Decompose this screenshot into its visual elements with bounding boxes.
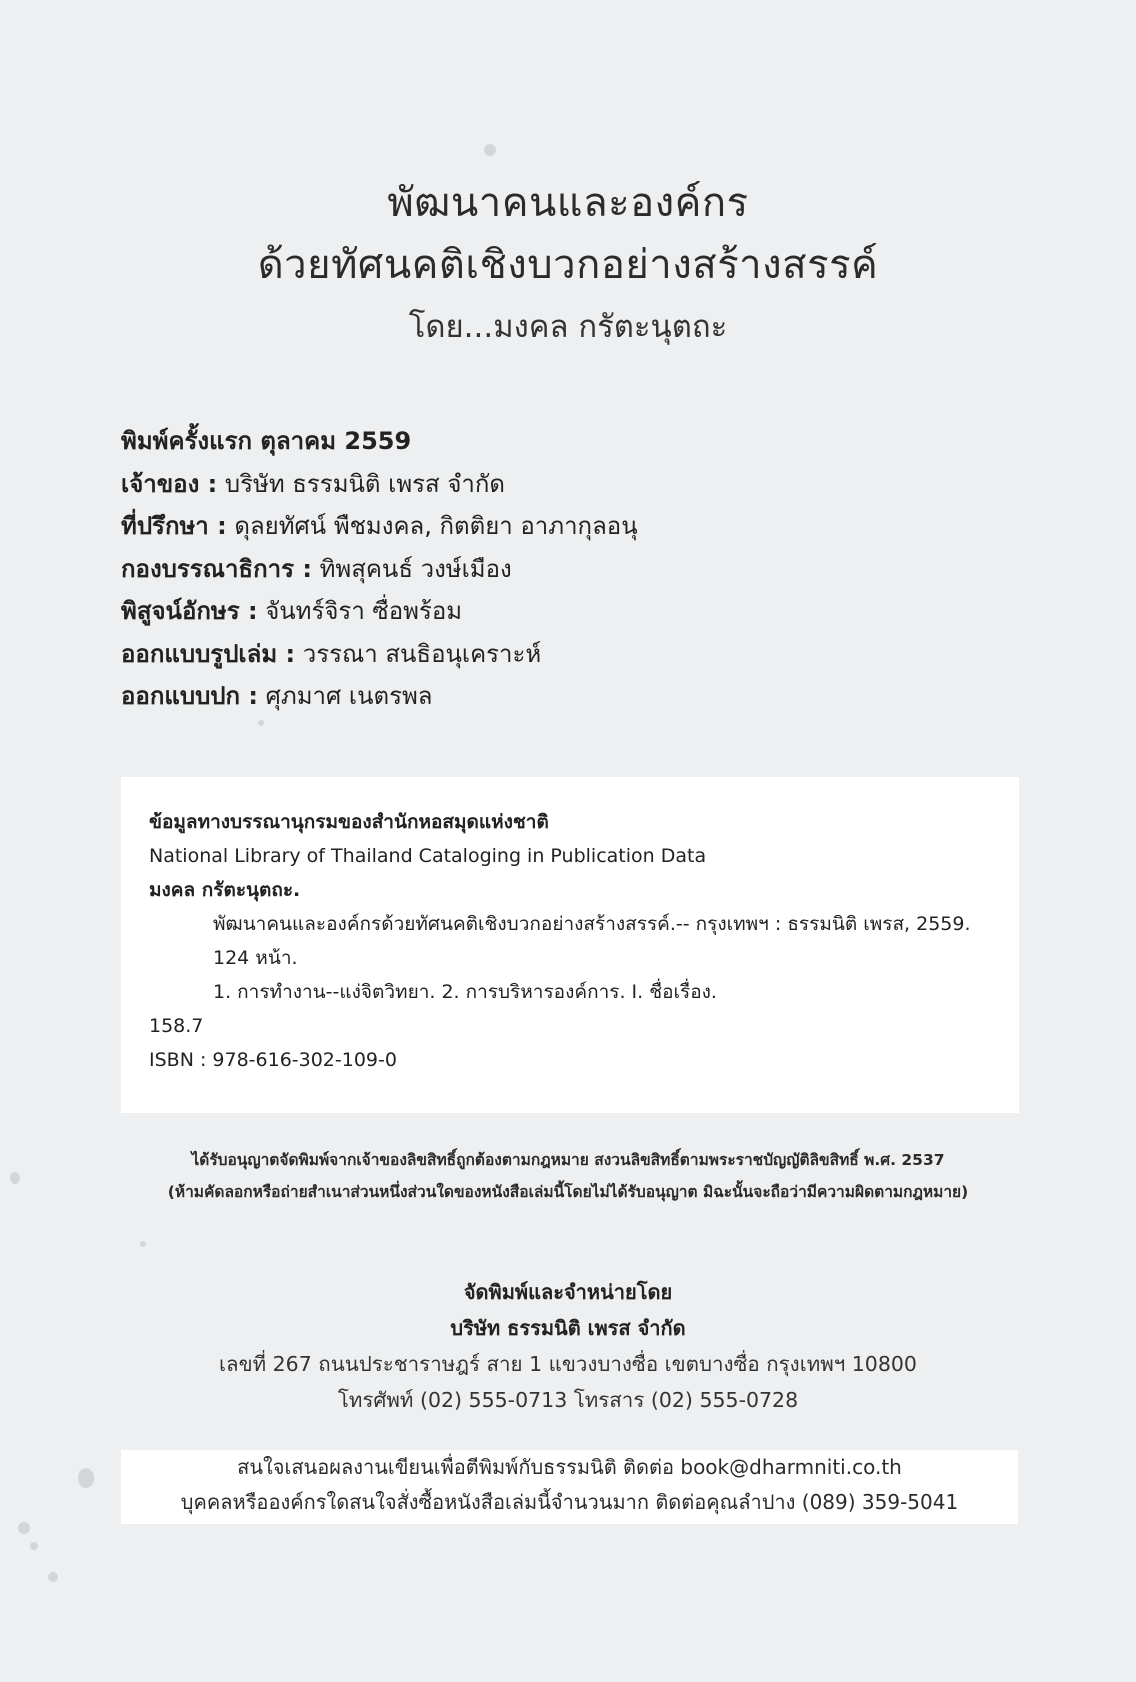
book-title-line-2: ด้วยทัศนคติเชิงบวกอย่างสร้างสรรค์ <box>257 242 879 288</box>
cip-data-box <box>121 777 1019 1113</box>
credit-label: ออกแบบปก : <box>121 682 259 710</box>
paper-speck <box>258 720 264 726</box>
publisher-name: บริษัท ธรรมนิติ เพรส จำกัด <box>450 1316 686 1340</box>
copyright-line-2: (ห้ามคัดลอกหรือถ่ายสำเนาส่วนหนึ่งส่วนใดของหนังสือเล่มนี้โดยไม่ได้รับอนุญาต มิฉะนั้นจะถือว่ามีความผิดตามกฎหมาย) <box>167 1183 969 1201</box>
credit-label: กองบรรณาธิการ : <box>121 554 312 583</box>
cip-author: มงคล กรัตะนุตถะ. <box>149 879 301 901</box>
cip-classification: 158.7 <box>149 1015 204 1037</box>
credit-value: ศุภมาศ เนตรพล <box>265 682 433 710</box>
credit-row-owner <box>121 463 1021 506</box>
credit-row-advisor <box>121 505 1021 548</box>
cip-content <box>149 805 999 1077</box>
paper-speck <box>18 1522 30 1534</box>
credit-row-editorial <box>121 548 1021 591</box>
paper-speck <box>140 1241 146 1247</box>
cip-subjects: 1. การทำงาน--แง่จิตวิทยา. 2. การบริหารองค์การ. I. ชื่อเรื่อง. <box>213 981 717 1003</box>
title-block <box>0 172 1136 352</box>
paper-speck <box>484 144 496 156</box>
credit-value: ดุลยทัศน์ พืชมงคล, กิตติยา อาภากุลอนุ <box>234 512 638 540</box>
credit-label: ออกแบบรูปเล่ม : <box>121 639 296 668</box>
credit-value: จันทร์จิรา ซื่อพร้อม <box>265 597 463 625</box>
publisher-info <box>0 1274 1136 1418</box>
contact-box <box>121 1450 1018 1524</box>
cip-title-entry: พัฒนาคนและองค์กรด้วยทัศนคติเชิงบวกอย่างสร้างสรรค์.-- กรุงเทพฯ : ธรรมนิติ เพรส, 2559. <box>213 913 971 935</box>
credit-row-layout-design <box>121 633 1021 676</box>
paper-speck <box>30 1542 38 1550</box>
credit-value: บริษัท ธรรมนิติ เพรส จำกัด <box>224 469 505 498</box>
cip-heading-english: National Library of Thailand Cataloging in Publication Data <box>149 845 707 867</box>
book-author: โดย...มงคล กรัตะนุตถะ <box>408 309 728 345</box>
contact-submission-line: สนใจเสนอผลงานเขียนเพื่อตีพิมพ์กับธรรมนิติ ติดต่อ book@dharmniti.co.th <box>237 1455 902 1479</box>
credit-row-proofreader <box>121 590 1021 633</box>
credit-label: เจ้าของ : <box>121 469 218 498</box>
copyright-line-1: ได้รับอนุญาตจัดพิมพ์จากเจ้าของลิขสิทธิ์ถูกต้องตามกฎหมาย สงวนลิขสิทธิ์ตามพระราชบัญญัติลิขสิทธิ์ พ.ศ. 2537 <box>191 1151 945 1169</box>
publisher-address: เลขที่ 267 ถนนประชาราษฎร์ สาย 1 แขวงบางซื่อ เขตบางซื่อ กรุงเทพฯ 10800 <box>219 1352 917 1376</box>
book-title-line-1: พัฒนาคนและองค์กร <box>387 180 749 226</box>
first-print-edition: พิมพ์ครั้งแรก ตุลาคม 2559 <box>121 427 412 455</box>
contact-bulk-order-line: บุคคลหรือองค์กรใดสนใจสั่งซื้อหนังสือเล่มนี้จำนวนมาก ติดต่อคุณลำปาง (089) 359-5041 <box>180 1490 959 1514</box>
credit-label: ที่ปรึกษา : <box>121 512 227 540</box>
publisher-heading: จัดพิมพ์และจำหน่ายโดย <box>463 1280 673 1304</box>
publisher-phone: โทรศัพท์ (02) 555-0713 โทรสาร (02) 555-0728 <box>337 1388 799 1412</box>
credit-value: ทิพสุคนธ์ วงษ์เมือง <box>319 554 512 583</box>
cip-heading-thai: ข้อมูลทางบรรณานุกรมของสำนักหอสมุดแห่งชาติ <box>149 811 549 833</box>
cip-pages: 124 หน้า. <box>213 947 298 969</box>
credit-label: พิสูจน์อักษร : <box>121 597 258 625</box>
paper-speck <box>78 1468 94 1488</box>
credit-row-cover-design <box>121 675 1021 718</box>
copyright-notice <box>0 1144 1136 1208</box>
cip-isbn: ISBN : 978-616-302-109-0 <box>149 1049 397 1071</box>
credit-value: วรรณา สนธิอนุเคราะห์ <box>302 639 542 668</box>
credits-list <box>121 420 1021 718</box>
paper-speck <box>48 1572 58 1582</box>
